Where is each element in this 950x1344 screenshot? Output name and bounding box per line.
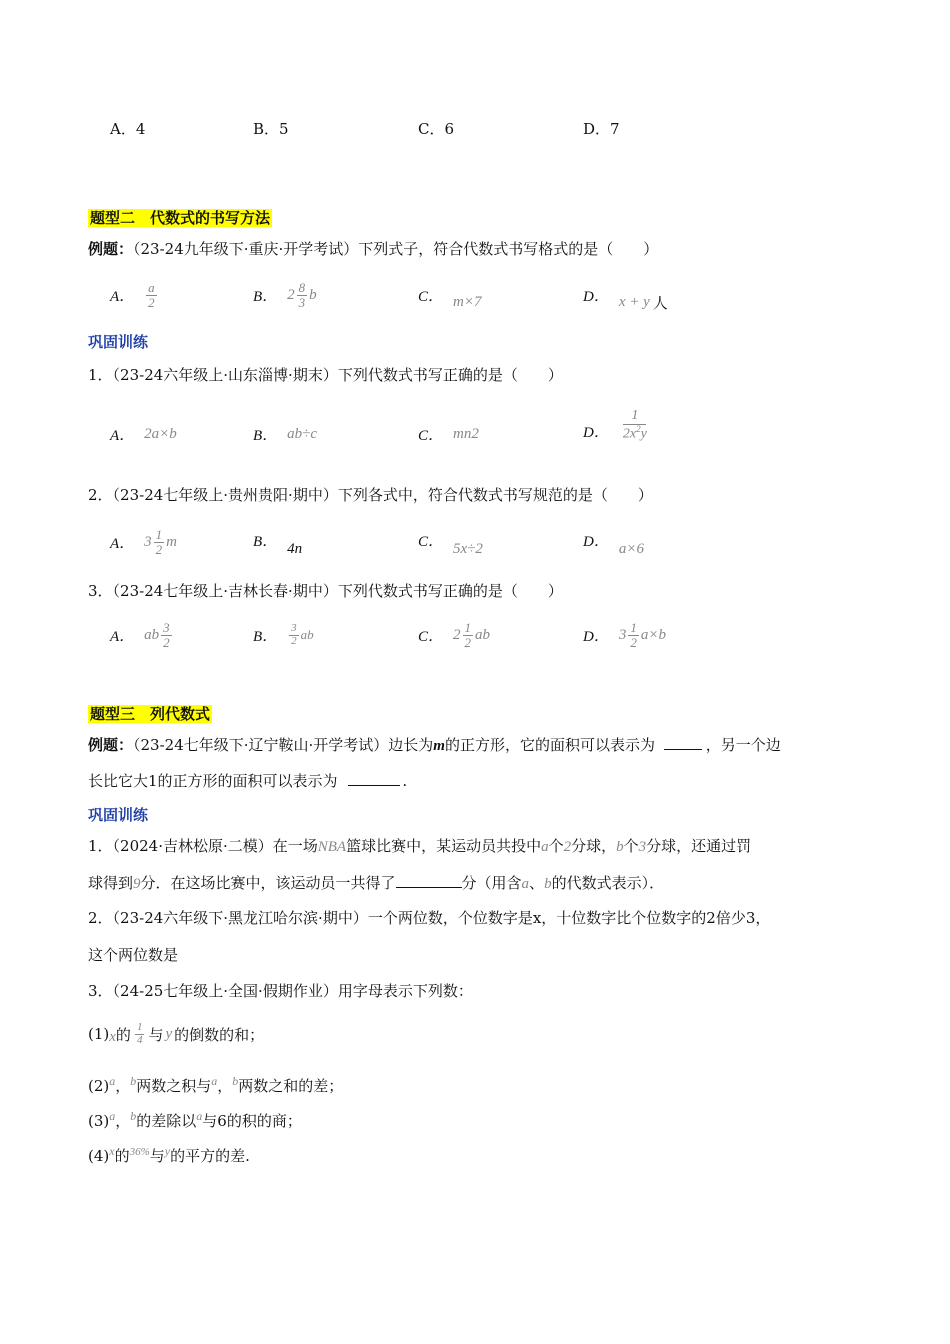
q3-option-b: B． $\frac{3}{2}$ ab: [253, 621, 314, 647]
s3-q3-part4: $(4)^x$的$^{36\%}$与$^y$的平方的差.: [88, 1144, 250, 1165]
q1-option-c: C． mn2: [418, 425, 479, 444]
q2-option-a: A． 3 $\frac{1}{2}$ m: [110, 526, 178, 557]
top-option-c: C．6: [418, 120, 455, 138]
s3-q1-line2: 球得到9分．在这场比赛中，该运动员一共得了 分（用含a、b的代数式表示）．: [88, 874, 665, 892]
example-option-b: B． 2 $\frac{8}{3}$ b: [253, 279, 317, 310]
q3-stem: 3．（23-24七年级上·吉林长春·期中）下列代数式书写正确的是（ ）: [88, 582, 563, 600]
section3-example-line1: 例题：（23-24七年级下·辽宁鞍山·开学考试）边长为m的正方形，它的面积可以表示为 ，另一个边: [88, 736, 781, 754]
s3-q3-stem: 3．（24-25七年级上·全国·假期作业）用字母表示下列数：: [88, 982, 473, 1000]
example-option-a: A． $\frac{a}{2}$: [110, 279, 155, 310]
q1-option-a: A． 2a×b: [110, 425, 177, 444]
q2-option-d: D． a×6: [583, 534, 644, 557]
s3-q3-part2: $(2)^a$，$^b$两数之积与$^a$，$^b$两数之和的差；: [88, 1074, 344, 1095]
s3-q3-part1: (1) x 的 $\frac{1}{4}$ 与 y 的倒数的和；: [88, 1020, 265, 1046]
q1-option-b: B． ab÷c: [253, 425, 318, 444]
section2-title: 题型二 代数式的书写方法: [90, 209, 271, 227]
top-option-d: D．7: [583, 120, 620, 138]
s3-q2-line2: 这个两位数是: [88, 946, 179, 964]
q3-option-a: A． ab $\frac{3}{2}$: [110, 619, 170, 650]
example-option-d: D． x + y 人: [583, 289, 668, 312]
example-label: 例题：: [88, 240, 134, 258]
q3-option-d: D． 3 $\frac{1}{2}$ a×b: [583, 619, 666, 650]
practice-title-3: 巩固训练: [88, 806, 149, 824]
answer-blank[interactable]: [396, 873, 462, 888]
example-text: （23-24九年级下·重庆·开学考试）下列式子，符合代数式书写格式的是（ ）: [133, 240, 659, 258]
s3-q1-line1: 1．（2024·吉林松原·二模）在一场NBA篮球比赛中，某运动员共投中a个2分球，b个3分球，还通过罚: [88, 837, 752, 855]
answer-blank[interactable]: [348, 771, 400, 786]
s3-q2-line1: 2．（23-24六年级下·黑龙江哈尔滨·期中）一个两位数，个位数字是x，十位数字比个位数字的2倍少3，: [88, 909, 771, 927]
answer-blank[interactable]: [664, 735, 702, 750]
q1-stem: 1．（23-24六年级上·山东淄博·期末）下列代数式书写正确的是（ ）: [88, 366, 563, 384]
top-option-b: B．5: [253, 120, 289, 138]
section3-example-line2: 长比它大1的正方形的面积可以表示为 .: [88, 772, 408, 790]
top-option-a: A．4: [110, 120, 146, 138]
q3-option-c: C． 2 $\frac{1}{2}$ ab: [418, 619, 491, 650]
example-option-c: C． m×7: [418, 289, 482, 310]
q2-option-c: C． 5x÷2: [418, 534, 483, 557]
q1-option-d: D． $\frac{1}{2x^2y}$: [583, 408, 647, 442]
q2-stem: 2．（23-24七年级上·贵州贵阳·期中）下列各式中，符合代数式书写规范的是（ ）: [88, 486, 653, 504]
practice-title-2: 巩固训练: [88, 333, 149, 351]
s3-q3-part3: $(3)^a$，$^b$的差除以$^a$与6的积的商；: [88, 1109, 302, 1130]
q2-option-b: B． 4n: [253, 534, 303, 557]
section3-title: 题型三 列代数式: [90, 705, 211, 723]
section2-example: [88, 238, 658, 259]
